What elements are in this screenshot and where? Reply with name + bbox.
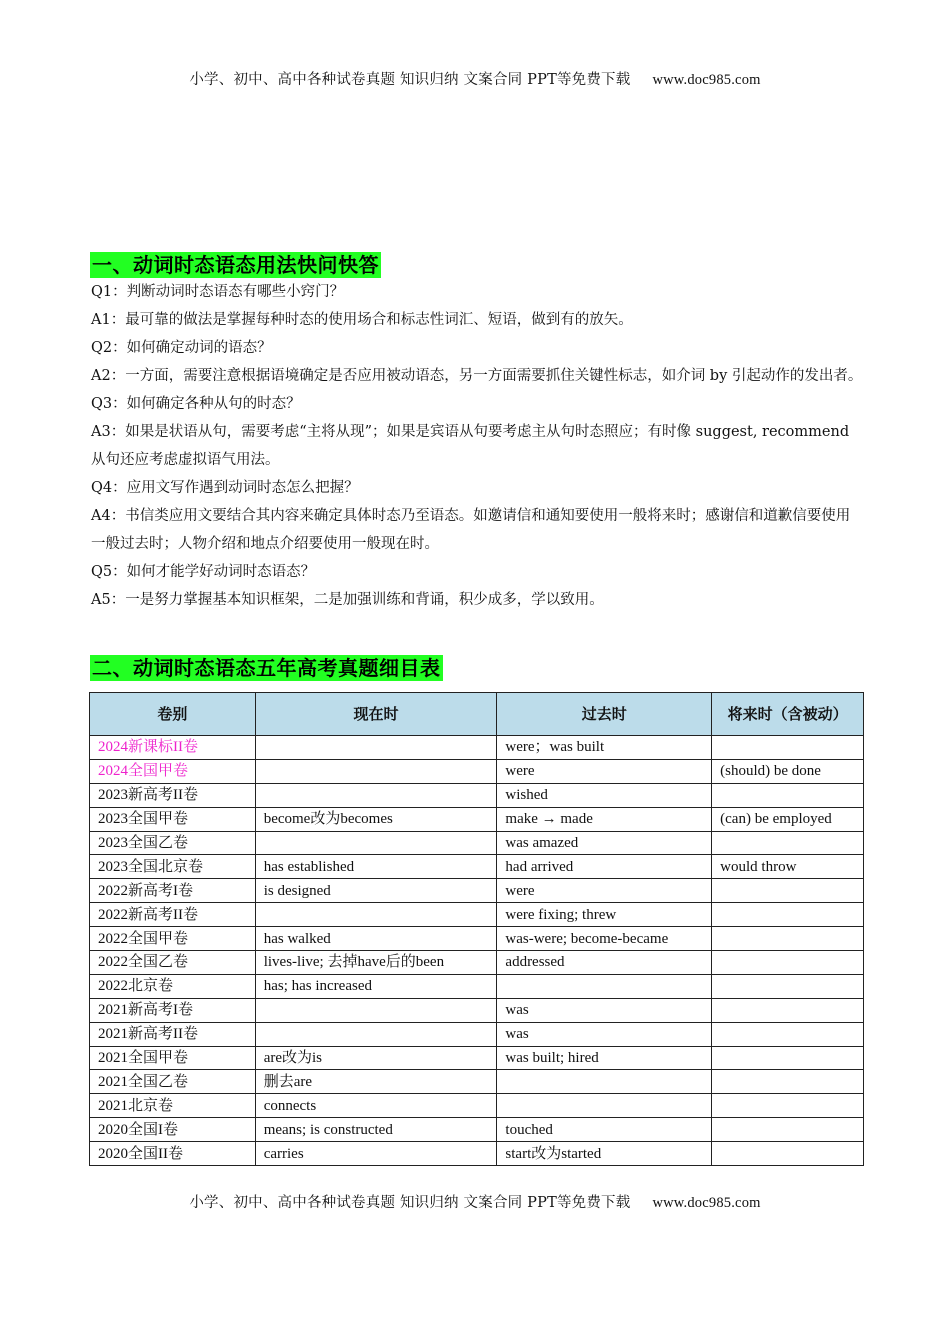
q4: Q4：应用文写作遇到动词时态怎么把握？: [91, 480, 359, 496]
cell-past: wished: [497, 783, 712, 807]
cell-present: connects: [255, 1094, 497, 1118]
a2: A2：一方面，需要注意根据语境确定是否应用被动语态，另一方面需要抓住关键性标志，如介词 by 引起动作的发出者。: [91, 368, 863, 384]
table-row: [90, 1094, 864, 1118]
cell-past: touched: [497, 1118, 712, 1142]
cell-present: [255, 831, 497, 855]
cell-present: carries: [255, 1142, 497, 1166]
col-header-past: 过去时: [497, 693, 712, 736]
table-row: [90, 855, 864, 879]
cell-past: [497, 974, 712, 998]
cell-paper: 2021新高考II卷: [90, 1022, 256, 1046]
cell-paper: 2022北京卷: [90, 974, 256, 998]
cell-present: lives-live; 去掉have后的been: [255, 951, 497, 975]
cell-present: [255, 736, 497, 760]
section2-heading: 二、动词时态语态五年高考真题细目表: [92, 656, 441, 680]
cell-past: had arrived: [497, 855, 712, 879]
cell-future: [712, 1094, 864, 1118]
table-row: [90, 736, 864, 760]
table-row: [90, 1046, 864, 1070]
col-header-paper: 卷别: [90, 693, 256, 736]
a4: A4：书信类应用文要结合其内容来确定具体时态乃至语态。如邀请信和通知要使用一般将来时；感谢信和道歉信要使用一般过去时；人物介绍和地点介绍要使用一般现在时。: [91, 508, 851, 552]
cell-past: were；was built: [497, 736, 712, 760]
cell-future: [712, 974, 864, 998]
cell-future: [712, 998, 864, 1022]
cell-future: [712, 736, 864, 760]
cell-present: has; has increased: [255, 974, 497, 998]
q5: Q5：如何才能学好动词时态语态？: [91, 564, 316, 580]
footer-site: www.doc985.com: [652, 1195, 761, 1211]
cell-present: has walked: [255, 927, 497, 951]
page-header: [0, 68, 950, 89]
q2: Q2：如何确定动词的语态？: [91, 340, 272, 356]
cell-past: start改为started: [497, 1142, 712, 1166]
table-row: [90, 879, 864, 903]
q1: Q1：判断动词时态语态有哪些小窍门？: [91, 284, 345, 300]
table-row: [90, 974, 864, 998]
table-row: [90, 1070, 864, 1094]
cell-past: was: [497, 1022, 712, 1046]
cell-future: [712, 1046, 864, 1070]
cell-paper: 2024全国甲卷: [90, 759, 256, 783]
a3: A3：如果是状语从句，需要考虑“主将从现”；如果是宾语从句要考虑主从句时态照应；有时像 suggest, recommend 从句还应考虑虚拟语气用法。: [91, 424, 850, 468]
cell-future: [712, 1118, 864, 1142]
cell-past: make → made: [497, 807, 712, 831]
table-row: [90, 831, 864, 855]
cell-future: [712, 783, 864, 807]
cell-paper: 2021全国乙卷: [90, 1070, 256, 1094]
cell-future: [712, 951, 864, 975]
header-site: www.doc985.com: [652, 72, 761, 88]
table-body: [90, 736, 864, 1166]
cell-future: [712, 1022, 864, 1046]
cell-future: [712, 927, 864, 951]
table-row: [90, 807, 864, 831]
cell-past: were fixing; threw: [497, 903, 712, 927]
cell-present: [255, 783, 497, 807]
cell-past: were: [497, 879, 712, 903]
cell-paper: 2023全国乙卷: [90, 831, 256, 855]
a1: A1：最可靠的做法是掌握每种时态的使用场合和标志性词汇、短语，做到有的放矢。: [91, 312, 633, 328]
cell-paper: 2021北京卷: [90, 1094, 256, 1118]
table-row: [90, 998, 864, 1022]
cell-paper: 2022新高考I卷: [90, 879, 256, 903]
cell-present: [255, 759, 497, 783]
cell-future: [712, 1070, 864, 1094]
cell-past: was amazed: [497, 831, 712, 855]
cell-past: [497, 1070, 712, 1094]
cell-paper: 2020全国I卷: [90, 1118, 256, 1142]
cell-paper: 2021新高考I卷: [90, 998, 256, 1022]
cell-future: (should) be done: [712, 759, 864, 783]
cell-past: addressed: [497, 951, 712, 975]
cell-present: [255, 903, 497, 927]
cell-present: [255, 998, 497, 1022]
cell-paper: 2020全国II卷: [90, 1142, 256, 1166]
col-header-present: 现在时: [255, 693, 497, 736]
section1-heading: 一、动词时态语态用法快问快答: [92, 253, 379, 277]
qa-list: [91, 278, 863, 614]
cell-past: was built; hired: [497, 1046, 712, 1070]
cell-past: was-were; become-became: [497, 927, 712, 951]
table-row: [90, 951, 864, 975]
cell-present: become改为becomes: [255, 807, 497, 831]
cell-future: would throw: [712, 855, 864, 879]
cell-paper: 2022全国甲卷: [90, 927, 256, 951]
table-row: [90, 927, 864, 951]
header-text: 小学、初中、高中各种试卷真题 知识归纳 文案合同 PPT等免费下载: [189, 72, 631, 88]
cell-future: [712, 903, 864, 927]
table-row: [90, 1022, 864, 1046]
cell-future: [712, 879, 864, 903]
cell-present: means; is constructed: [255, 1118, 497, 1142]
table-row: [90, 903, 864, 927]
footer-text: 小学、初中、高中各种试卷真题 知识归纳 文案合同 PPT等免费下载: [189, 1195, 631, 1211]
cell-future: (can) be employed: [712, 807, 864, 831]
cell-paper: 2022全国乙卷: [90, 951, 256, 975]
table-row: [90, 783, 864, 807]
cell-paper: 2023新高考II卷: [90, 783, 256, 807]
cell-present: has established: [255, 855, 497, 879]
page-footer: [0, 1191, 950, 1212]
table-row: [90, 759, 864, 783]
cell-past: was: [497, 998, 712, 1022]
cell-present: is designed: [255, 879, 497, 903]
a5: A5：一是努力掌握基本知识框架，二是加强训练和背诵，积少成多，学以致用。: [91, 592, 604, 608]
q3: Q3：如何确定各种从句的时态？: [91, 396, 301, 412]
cell-paper: 2023全国甲卷: [90, 807, 256, 831]
cell-paper: 2023全国北京卷: [90, 855, 256, 879]
cell-past: [497, 1094, 712, 1118]
cell-present: are改为is: [255, 1046, 497, 1070]
table-row: [90, 1142, 864, 1166]
cell-future: [712, 831, 864, 855]
cell-future: [712, 1142, 864, 1166]
table-header-row: [90, 693, 864, 736]
cell-present: [255, 1022, 497, 1046]
cell-paper: 2021全国甲卷: [90, 1046, 256, 1070]
cell-present: 删去are: [255, 1070, 497, 1094]
cell-past: were: [497, 759, 712, 783]
table-row: [90, 1118, 864, 1142]
cell-paper: 2022新高考II卷: [90, 903, 256, 927]
cell-paper: 2024新课标II卷: [90, 736, 256, 760]
exam-table: [89, 692, 864, 1166]
col-header-future: 将来时（含被动）: [712, 693, 864, 736]
